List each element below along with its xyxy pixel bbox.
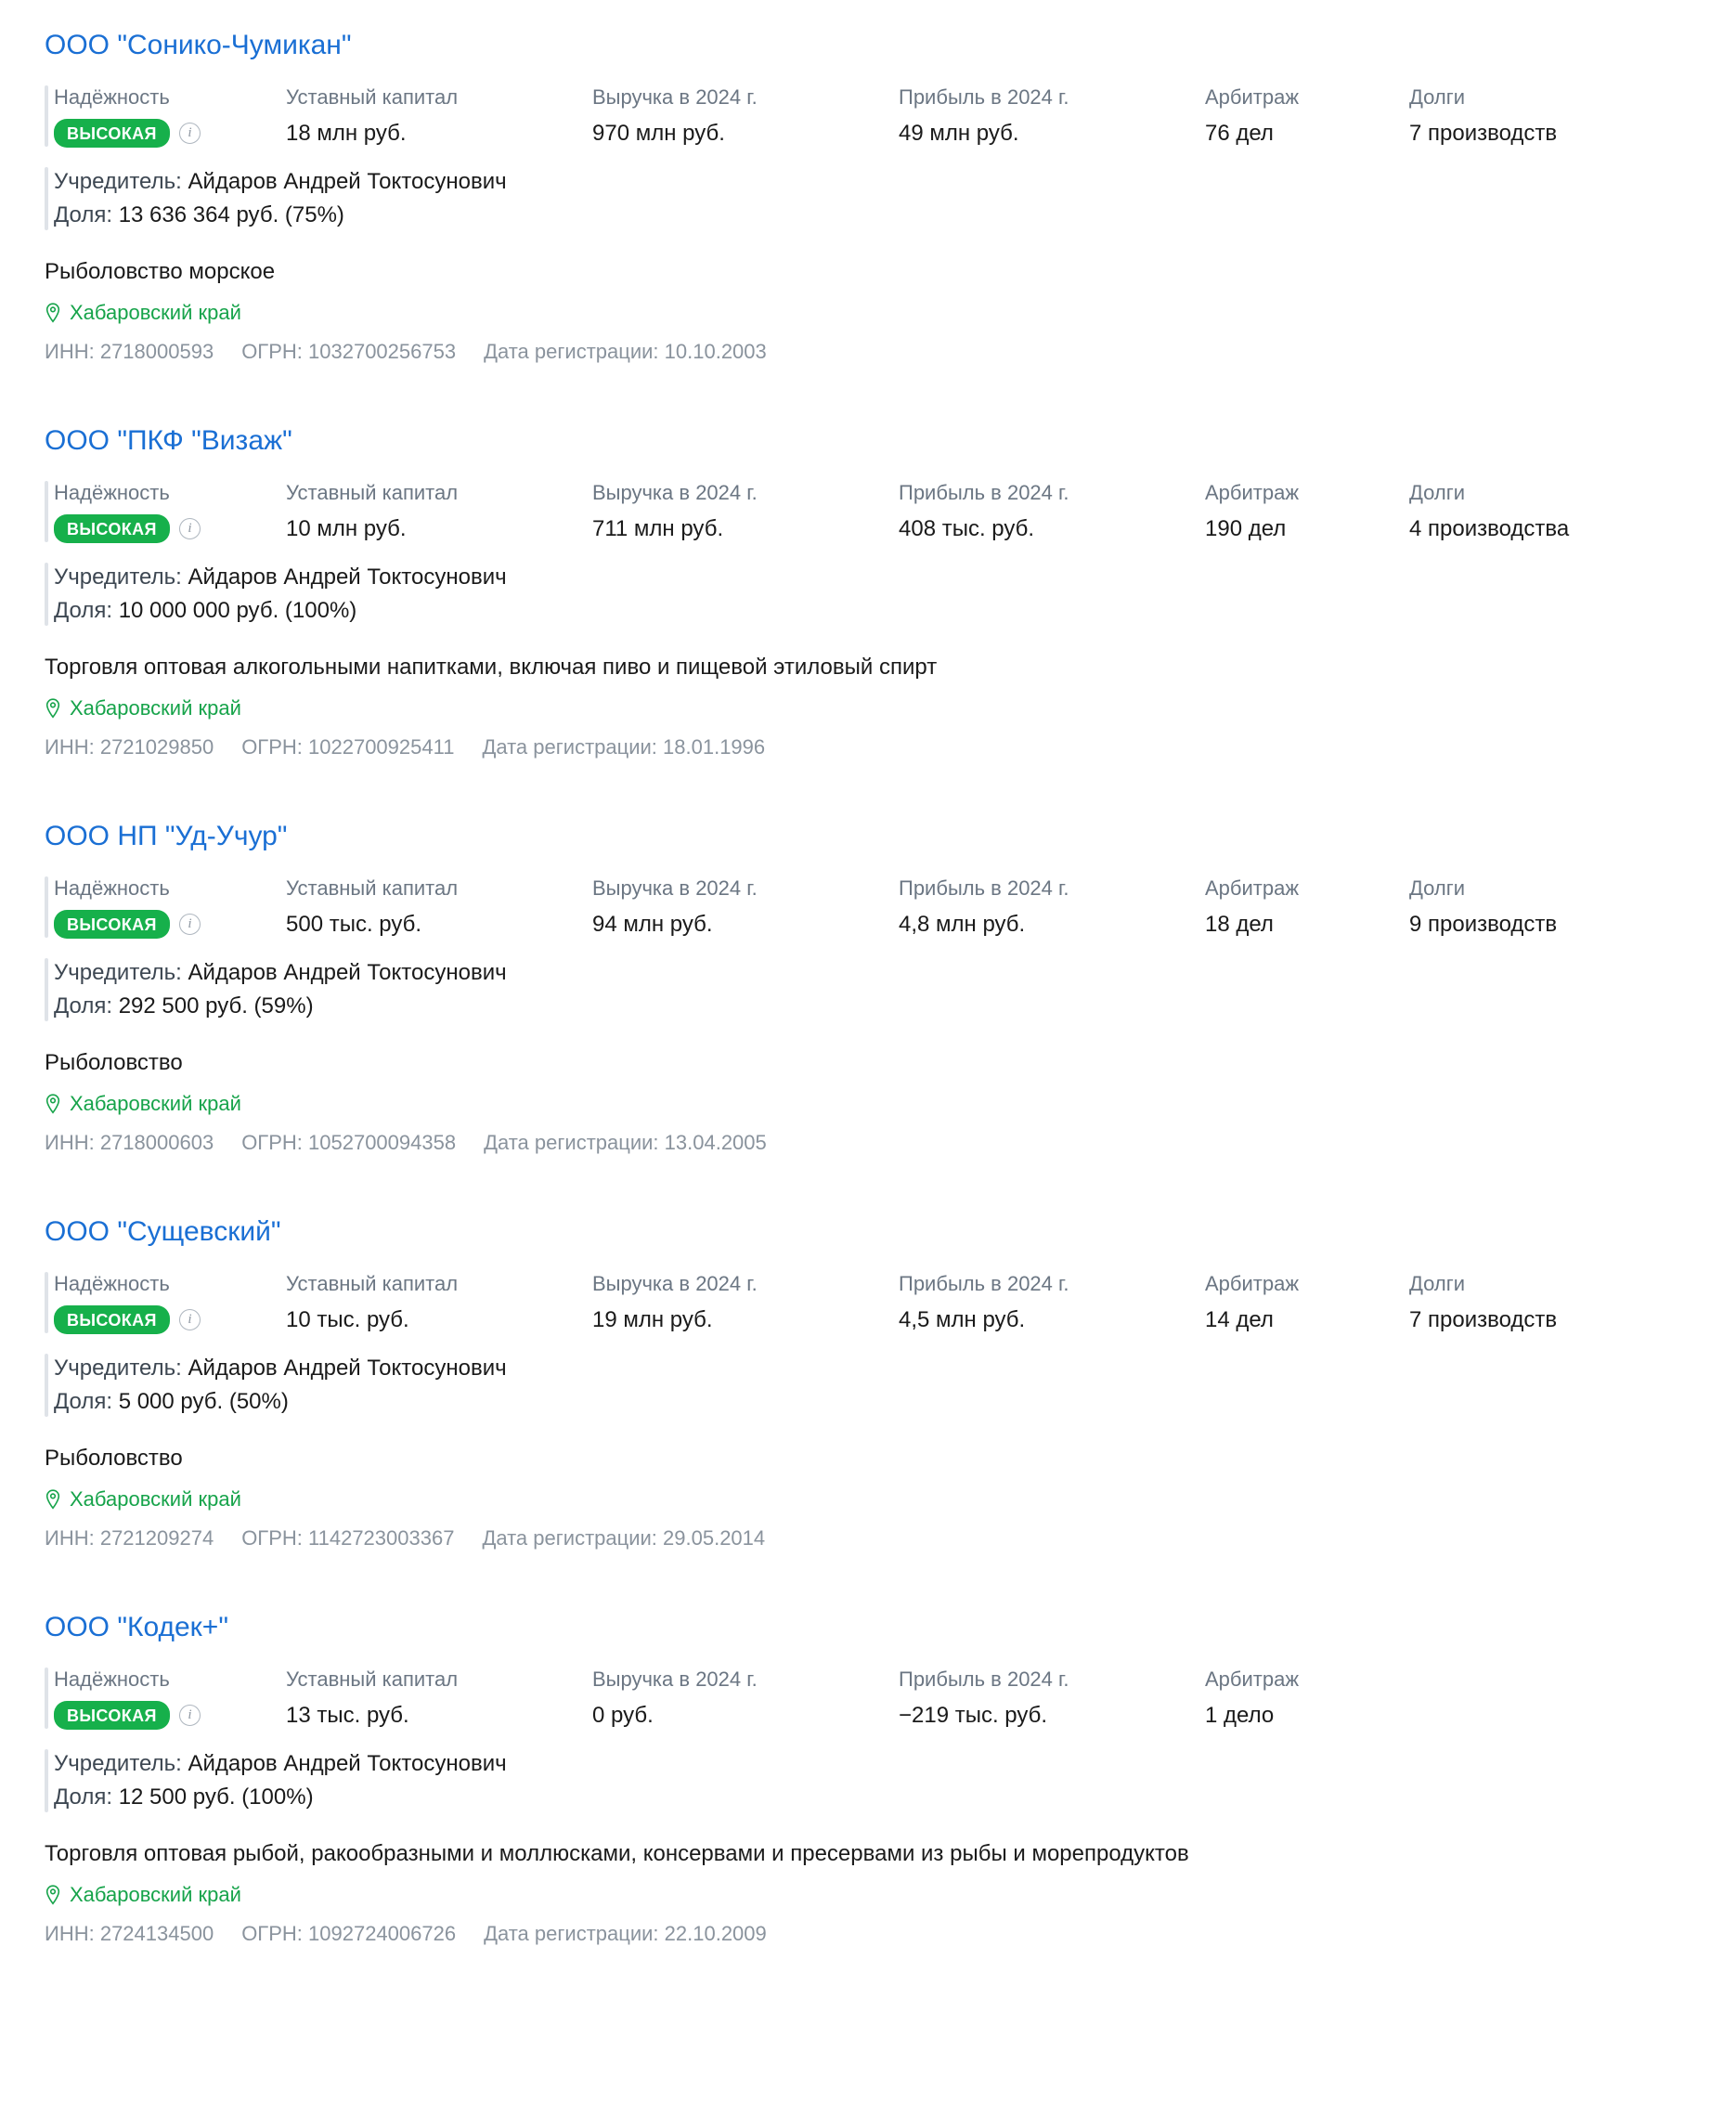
- founder-line: [54, 1352, 1699, 1385]
- founder-name: Айдаров Андрей Токтосунович: [188, 960, 507, 985]
- metric-label: Прибыль в 2024 г.: [899, 1272, 1069, 1295]
- metric-arbitration: [1205, 1270, 1409, 1335]
- metric-value: −219 тыс. руб.: [899, 1703, 1048, 1728]
- location-pin-icon: [45, 1094, 61, 1114]
- founder-block: [45, 1352, 1699, 1419]
- metric-reliability: [54, 84, 286, 148]
- metric-capital: [286, 84, 592, 149]
- metric-label: Уставный капитал: [286, 1272, 459, 1295]
- metric-revenue: [592, 1666, 899, 1731]
- metric-reliability: [54, 1270, 286, 1334]
- share-value: 292 500 руб. (59%): [118, 993, 314, 1019]
- metric-value: 13 тыс. руб.: [286, 1703, 409, 1728]
- metric-label: Выручка в 2024 г.: [592, 1272, 758, 1295]
- info-icon[interactable]: i: [179, 914, 201, 935]
- metric-value: 190 дел: [1205, 516, 1287, 541]
- metric-arbitration: [1205, 479, 1409, 544]
- metric-label: Уставный капитал: [286, 481, 459, 504]
- reliability-badge: ВЫСОКАЯ: [54, 119, 170, 148]
- metric-label: Надёжность: [54, 85, 170, 109]
- inn-value: ИНН: 2721209274: [45, 1526, 214, 1550]
- region-link[interactable]: Хабаровский край: [70, 696, 241, 720]
- share-label: Доля:: [54, 1784, 113, 1810]
- metric-label: Надёжность: [54, 1272, 170, 1295]
- metric-label: Выручка в 2024 г.: [592, 481, 758, 504]
- metric-reliability: [54, 875, 286, 939]
- region-row: [45, 1090, 1699, 1118]
- metric-debts: [1409, 84, 1688, 149]
- metric-revenue: [592, 875, 899, 940]
- info-icon[interactable]: i: [179, 1705, 201, 1726]
- founder-label: Учредитель:: [54, 564, 182, 590]
- metric-arbitration: [1205, 875, 1409, 940]
- location-pin-icon: [45, 303, 61, 323]
- company-title-link[interactable]: ООО "Сонико-Чумикан": [45, 30, 352, 60]
- metric-revenue: [592, 479, 899, 544]
- metric-label: Долги: [1409, 876, 1466, 900]
- activity-text: Рыболовство морское: [45, 259, 276, 284]
- founder-line: [54, 1747, 1699, 1781]
- founder-block: [45, 956, 1699, 1023]
- info-icon[interactable]: i: [179, 1309, 201, 1330]
- share-value: 10 000 000 руб. (100%): [118, 598, 357, 623]
- metric-capital: [286, 1666, 592, 1731]
- metric-value: 1 дело: [1205, 1703, 1275, 1728]
- info-icon[interactable]: i: [179, 518, 201, 539]
- location-pin-icon: [45, 698, 61, 719]
- metric-label: Долги: [1409, 1272, 1466, 1295]
- founder-label: Учредитель:: [54, 1356, 182, 1381]
- metric-label: Прибыль в 2024 г.: [899, 85, 1069, 109]
- inn-value: ИНН: 2718000603: [45, 1131, 214, 1154]
- metric-label: Надёжность: [54, 1667, 170, 1691]
- reg-date-value: Дата регистрации: 10.10.2003: [484, 340, 767, 363]
- share-line: [54, 1385, 1699, 1419]
- registry-ids: [45, 338, 1699, 366]
- inn-value: ИНН: 2721029850: [45, 735, 214, 759]
- metric-value: 4,8 млн руб.: [899, 912, 1026, 937]
- metric-label: Арбитраж: [1205, 876, 1300, 900]
- metric-value: 408 тыс. руб.: [899, 516, 1035, 541]
- reliability-badge: ВЫСОКАЯ: [54, 1305, 170, 1334]
- metric-value: 19 млн руб.: [592, 1307, 713, 1332]
- metric-capital: [286, 875, 592, 940]
- region-row: [45, 694, 1699, 722]
- company-title-link[interactable]: ООО "Кодек+": [45, 1612, 228, 1642]
- company-title-link[interactable]: ООО "ПКФ "Визаж": [45, 425, 292, 456]
- metric-value: 0 руб.: [592, 1703, 654, 1728]
- founder-line: [54, 956, 1699, 990]
- founder-line: [54, 561, 1699, 594]
- metric-reliability: [54, 479, 286, 543]
- founder-name: Айдаров Андрей Токтосунович: [188, 564, 507, 590]
- metric-profit: [899, 84, 1205, 149]
- registry-ids: [45, 1920, 1699, 1948]
- metric-capital: [286, 1270, 592, 1335]
- metric-value: 970 млн руб.: [592, 121, 725, 146]
- founder-name: Айдаров Андрей Токтосунович: [188, 1356, 507, 1381]
- metric-value: 49 млн руб.: [899, 121, 1019, 146]
- founder-label: Учредитель:: [54, 169, 182, 194]
- reliability-badge: ВЫСОКАЯ: [54, 910, 170, 939]
- founder-block: [45, 1747, 1699, 1814]
- metric-value: 7 производств: [1409, 121, 1558, 146]
- share-line: [54, 594, 1699, 628]
- metric-arbitration: [1205, 84, 1409, 149]
- metrics-row: [45, 479, 1699, 544]
- metric-label: Долги: [1409, 85, 1466, 109]
- metric-revenue: [592, 1270, 899, 1335]
- founder-name: Айдаров Андрей Токтосунович: [188, 1751, 507, 1776]
- founder-block: [45, 561, 1699, 628]
- ogrn-value: ОГРН: 1142723003367: [241, 1526, 455, 1550]
- metric-label: Прибыль в 2024 г.: [899, 481, 1069, 504]
- region-link[interactable]: Хабаровский край: [70, 301, 241, 324]
- metric-value: 76 дел: [1205, 121, 1274, 146]
- reg-date-value: Дата регистрации: 13.04.2005: [484, 1131, 767, 1154]
- metric-label: Долги: [1409, 481, 1466, 504]
- metric-value: 7 производств: [1409, 1307, 1558, 1332]
- region-row: [45, 299, 1699, 327]
- reg-date-value: Дата регистрации: 22.10.2009: [484, 1922, 767, 1945]
- metric-label: Прибыль в 2024 г.: [899, 876, 1069, 900]
- metric-label: Выручка в 2024 г.: [592, 85, 758, 109]
- ogrn-value: ОГРН: 1022700925411: [241, 735, 455, 759]
- reg-date-value: Дата регистрации: 29.05.2014: [482, 1526, 766, 1550]
- founder-label: Учредитель:: [54, 960, 182, 985]
- metric-arbitration: [1205, 1666, 1409, 1731]
- metric-label: Прибыль в 2024 г.: [899, 1667, 1069, 1691]
- founder-name: Айдаров Андрей Токтосунович: [188, 169, 507, 194]
- share-value: 13 636 364 руб. (75%): [118, 202, 344, 227]
- metric-profit: [899, 479, 1205, 544]
- share-line: [54, 990, 1699, 1023]
- metric-value: 10 тыс. руб.: [286, 1307, 409, 1332]
- metric-value: 711 млн руб.: [592, 516, 724, 541]
- metrics-row: [45, 84, 1699, 149]
- activity-text: Торговля оптовая алкогольными напитками, включая пиво и пищевой этиловый спирт: [45, 655, 938, 680]
- metric-value: 4 производства: [1409, 516, 1570, 541]
- share-label: Доля:: [54, 993, 113, 1019]
- company-card: [45, 1214, 1699, 1552]
- share-label: Доля:: [54, 598, 113, 623]
- metric-label: Надёжность: [54, 876, 170, 900]
- registry-ids: [45, 1129, 1699, 1157]
- ogrn-value: ОГРН: 1092724006726: [241, 1922, 457, 1945]
- founder-block: [45, 165, 1699, 232]
- activity-text: Рыболовство: [45, 1446, 183, 1471]
- reg-date-value: Дата регистрации: 18.01.1996: [482, 735, 766, 759]
- metric-value: 18 дел: [1205, 912, 1274, 937]
- company-card: [45, 1610, 1699, 1948]
- metric-label: Выручка в 2024 г.: [592, 1667, 758, 1691]
- registry-ids: [45, 733, 1699, 761]
- metric-value: 18 млн руб.: [286, 121, 407, 146]
- location-pin-icon: [45, 1885, 61, 1905]
- metric-label: Арбитраж: [1205, 1667, 1300, 1691]
- registry-ids: [45, 1525, 1699, 1552]
- share-label: Доля:: [54, 202, 113, 227]
- inn-value: ИНН: 2718000593: [45, 340, 214, 363]
- metric-label: Уставный капитал: [286, 85, 459, 109]
- region-link[interactable]: Хабаровский край: [70, 1092, 241, 1115]
- founder-line: [54, 165, 1699, 199]
- metric-value: 10 млн руб.: [286, 516, 407, 541]
- metrics-row: [45, 875, 1699, 940]
- company-title-link[interactable]: ООО НП "Уд-Учур": [45, 821, 288, 851]
- metric-value: 500 тыс. руб.: [286, 912, 422, 937]
- metric-label: Арбитраж: [1205, 85, 1300, 109]
- reliability-badge: ВЫСОКАЯ: [54, 1701, 170, 1730]
- metric-value: 4,5 млн руб.: [899, 1307, 1026, 1332]
- reliability-badge: ВЫСОКАЯ: [54, 514, 170, 543]
- share-label: Доля:: [54, 1389, 113, 1414]
- inn-value: ИНН: 2724134500: [45, 1922, 214, 1945]
- company-card: [45, 423, 1699, 761]
- info-icon[interactable]: i: [179, 123, 201, 144]
- company-title-link[interactable]: ООО "Сущевский": [45, 1216, 281, 1247]
- region-row: [45, 1486, 1699, 1513]
- metric-profit: [899, 875, 1205, 940]
- metric-label: Надёжность: [54, 481, 170, 504]
- metric-debts: [1409, 479, 1688, 544]
- ogrn-value: ОГРН: 1032700256753: [241, 340, 457, 363]
- metric-value: 14 дел: [1205, 1307, 1274, 1332]
- metrics-row: [45, 1666, 1699, 1731]
- metric-revenue: [592, 84, 899, 149]
- share-line: [54, 199, 1699, 232]
- company-card: [45, 819, 1699, 1157]
- metric-profit: [899, 1270, 1205, 1335]
- metrics-row: [45, 1270, 1699, 1335]
- region-link[interactable]: Хабаровский край: [70, 1883, 241, 1906]
- metric-profit: [899, 1666, 1205, 1731]
- metric-label: Уставный капитал: [286, 876, 459, 900]
- location-pin-icon: [45, 1489, 61, 1510]
- metric-debts: [1409, 1270, 1688, 1335]
- metric-label: Уставный капитал: [286, 1667, 459, 1691]
- share-value: 5 000 руб. (50%): [118, 1389, 289, 1414]
- founder-label: Учредитель:: [54, 1751, 182, 1776]
- metric-debts: [1409, 875, 1688, 940]
- region-row: [45, 1881, 1699, 1909]
- metric-value: 9 производств: [1409, 912, 1558, 937]
- activity-text: Торговля оптовая рыбой, ракообразными и моллюсками, консервами и пресервами из рыбы и морепродуктов: [45, 1841, 1189, 1866]
- metric-capital: [286, 479, 592, 544]
- activity-text: Рыболовство: [45, 1050, 183, 1075]
- share-line: [54, 1781, 1699, 1814]
- company-card: [45, 28, 1699, 366]
- region-link[interactable]: Хабаровский край: [70, 1487, 241, 1511]
- metric-label: Выручка в 2024 г.: [592, 876, 758, 900]
- metric-label: Арбитраж: [1205, 1272, 1300, 1295]
- ogrn-value: ОГРН: 1052700094358: [241, 1131, 457, 1154]
- metric-value: 94 млн руб.: [592, 912, 713, 937]
- share-value: 12 500 руб. (100%): [118, 1784, 314, 1810]
- metric-label: Арбитраж: [1205, 481, 1300, 504]
- metric-reliability: [54, 1666, 286, 1730]
